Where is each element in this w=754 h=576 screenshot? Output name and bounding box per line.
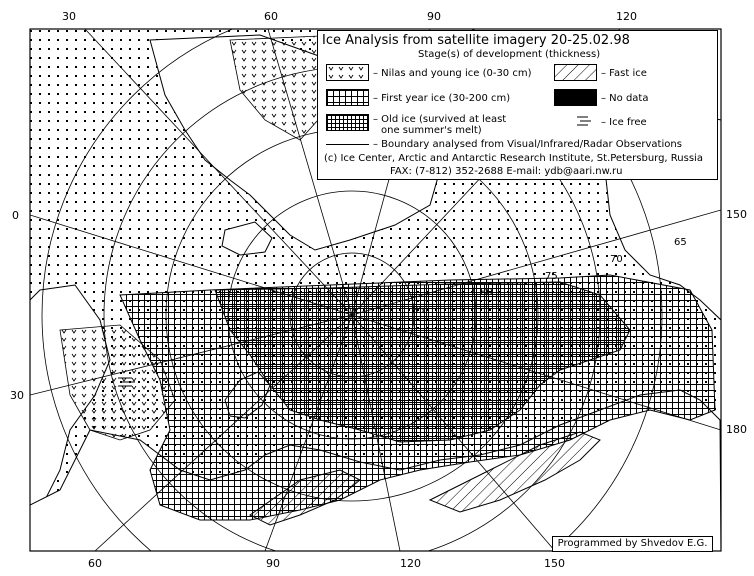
legend-contact-line: FAX: (7-812) 352-2688 E-mail: ydb@aari.nw.ru [390, 166, 623, 177]
programmed-by-label: Programmed by Shvedov E.G. [552, 536, 713, 552]
legend-fast-ice-label: – Fast ice [601, 68, 647, 79]
swatch-nilas [326, 64, 369, 81]
bottom-label-150: 150 [544, 557, 565, 570]
legend-box [317, 30, 718, 180]
top-label-120: 120 [616, 10, 637, 23]
lat-label-85: 85 [412, 305, 425, 316]
swatch-old-ice [326, 114, 369, 131]
right-label-150: 150 [726, 208, 747, 221]
legend-credit-line: (c) Ice Center, Arctic and Antarctic Research Institute, St.Petersburg, Russia [324, 153, 703, 164]
legend-ice-free-label: – Ice free [601, 117, 647, 128]
lat-label-80: 80 [480, 287, 493, 298]
lat-label-70: 70 [610, 254, 623, 265]
swatch-first-year [326, 89, 369, 106]
top-label-90: 90 [427, 10, 441, 23]
legend-title: Ice Analysis from satellite imagery 20-25.02.98 [322, 33, 630, 48]
legend-old-ice-label: – Old ice (survived at least [373, 114, 507, 125]
bottom-label-120: 120 [400, 557, 421, 570]
top-label-60: 60 [264, 10, 278, 23]
legend-boundary-label: – Boundary analysed from Visual/Infrared/Radar Observations [373, 139, 682, 150]
bottom-label-60: 60 [88, 557, 102, 570]
legend-first-year-label: – First year ice (30-200 cm) [373, 93, 511, 104]
swatch-boundary-line [326, 144, 369, 145]
lat-label-75: 75 [545, 271, 558, 282]
legend-subtitle: Stage(s) of development (thickness) [418, 49, 601, 60]
legend-ice-free-symbol [576, 115, 592, 127]
legend-old-ice-label-2: one summer's melt) [381, 125, 482, 136]
swatch-fast-ice [554, 64, 597, 81]
right-label-180: 180 [726, 423, 747, 436]
legend-no-data-label: – No data [601, 93, 649, 104]
left-label-30: 30 [10, 389, 24, 402]
swatch-no-data [554, 89, 597, 106]
left-label-0: 0 [12, 209, 19, 222]
top-label-30: 30 [62, 10, 76, 23]
legend-nilas-label: – Nilas and young ice (0-30 cm) [373, 68, 532, 79]
lat-label-65: 65 [674, 237, 687, 248]
bottom-label-90: 90 [266, 557, 280, 570]
